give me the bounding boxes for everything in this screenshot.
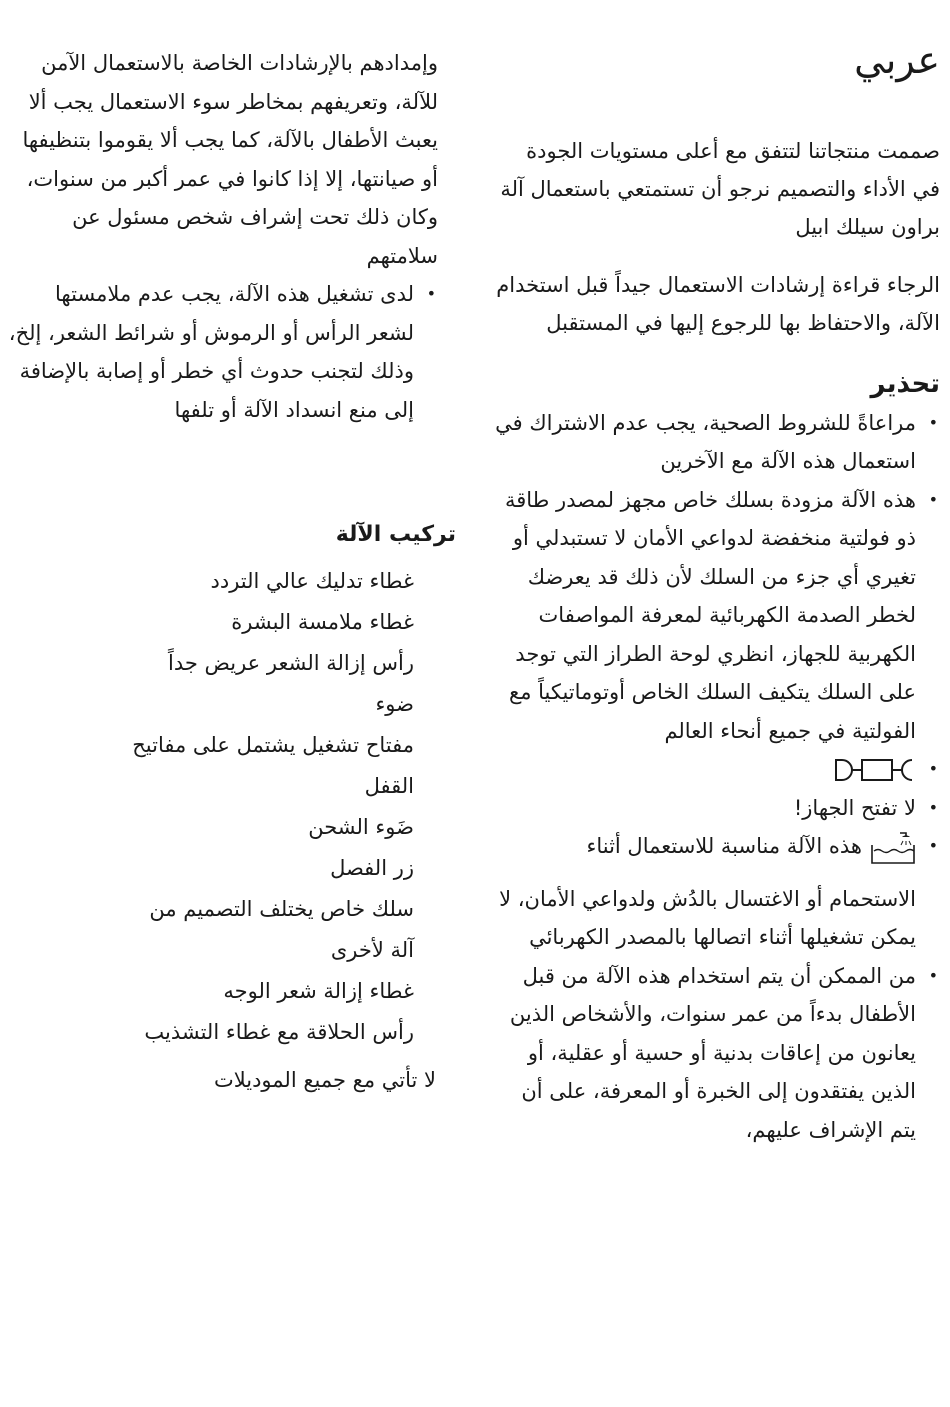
warning-item-hygiene: [495, 404, 940, 481]
part-item: مفتاح تشغيل يشتمل على مفاتيح: [132, 733, 414, 757]
bullet-dot: •: [426, 284, 436, 303]
continuation-paragraph: وإمدادهم بالإرشادات الخاصة بالاستعمال الآمن للآلة، وتعريفهم بمخاطر سوء الاستعمال يجب ألا يعبث الأطفال بالآلة، كما يجب ألا يقوموا بتنظيفها أو صيانتها، إلا إذا كانوا في عمر أكبر من سنوات، وكان ذلك تحت إشراف شخص مسئول عن سلامتهم: [22, 51, 438, 268]
part-item: غطاء إزالة شعر الوجه: [223, 979, 414, 1003]
warning-item-do-not-open: [495, 789, 940, 828]
warning-list: [495, 404, 940, 1150]
bullet-dot: •: [928, 836, 938, 856]
part-item: رأس الحلاقة مع غطاء التشذيب: [144, 1020, 414, 1044]
warning-item-children: [495, 957, 940, 1150]
language-title: عربي: [854, 38, 940, 82]
part-item: سلك خاص يختلف التصميم من: [149, 897, 414, 921]
part-item: ضوء: [375, 692, 414, 716]
plug-symbol-icon: [495, 750, 940, 789]
part-item: غطاء تدليك عالي التردد: [210, 569, 414, 593]
part-item: زر الفصل: [330, 856, 414, 880]
bullet-dot: •: [928, 759, 938, 779]
left-warning-list: [8, 275, 438, 429]
models-note: لا تأتي مع جميع الموديلات: [213, 1068, 436, 1092]
warning-text: مراعاةً للشروط الصحية، يجب عدم الاشتراك في استعمال هذه الآلة مع الآخرين: [495, 410, 916, 474]
warning-text: لدى تشغيل هذه الآلة، يجب عدم ملامستها لشعر الرأس أو الرموش أو شرائط الشعر، إلخ، وذلك لتجنب حدوث أي خطر أو إصابة بالإضافة إلى منع انسداد الآلة أو تلفها: [8, 282, 414, 422]
right-column: [495, 40, 940, 1149]
warning-item-shower: [495, 827, 940, 957]
bullet-dot: •: [928, 965, 938, 985]
part-item: آلة لأخرى: [330, 938, 414, 962]
bullet-dot: •: [928, 797, 938, 817]
warning-text: هذه الآلة مناسبة للاستعمال أثناء الاستحمام أو الاغتسال بالدُش ولدواعي الأمان، لا يمكن تشغيلها أثناء اتصالها بالمصدر الكهربائي: [499, 834, 916, 950]
part-item: رأس إزالة الشعر عريض جداً: [168, 651, 414, 675]
intro-paragraph: صممت منتجاتنا لتتفق مع أعلى مستويات الجودة في الأداء والتصميم نرجو أن تستمتعي باستعمال آلة براون سيلك ابيل: [500, 138, 940, 239]
assembly-heading: تركيب الآلة: [335, 522, 456, 547]
warning-text: من الممكن أن يتم استخدام هذه الآلة من قبل الأطفال بدءاً من عمر سنوات، والأشخاص الذين يعانون من إعاقات بدنية أو حسية أو عقلية، أو الذين يفتقدون إلى الخبرة أو المعرفة، على أن يتم الإشراف عليهم،: [509, 963, 916, 1142]
part-item: القفل: [364, 774, 414, 798]
warning-item-hair: [8, 275, 438, 429]
warning-item-cord: [495, 481, 940, 751]
warning-text: لا تفتح الجهاز!: [793, 795, 916, 820]
plug-icon: [834, 756, 916, 784]
part-item: غطاء ملامسة البشرة: [231, 610, 414, 634]
warning-text: هذه الآلة مزودة بسلك خاص مجهز لمصدر طاقة ذو فولتية منخفضة لدواعي الأمان لا تستبدلي أو تغيري أي جزء من السلك لأن ذلك قد يعرضك لخطر الصدمة الكهربائية لمعرفة المواصفات الكهربية للجهاز، انظري لوحة الطراز التي توجد على السلك يتكيف السلك الخاص أوتوماتيكياً مع الفولتية في جميع أنحاء العالم: [504, 487, 916, 743]
bullet-dot: •: [928, 489, 938, 509]
left-column: [8, 44, 456, 1099]
parts-list: [8, 561, 438, 1053]
warning-heading: تحذير: [870, 368, 940, 399]
read-instructions-paragraph: الرجاء قراءة إرشادات الاستعمال جيداً قبل استخدام الآلة، والاحتفاظ بها للرجوع إليها في المستقبل: [496, 272, 940, 335]
bath-shower-icon: [870, 831, 916, 880]
part-item: ضَوء الشحن: [308, 815, 414, 839]
bullet-dot: •: [928, 412, 938, 432]
